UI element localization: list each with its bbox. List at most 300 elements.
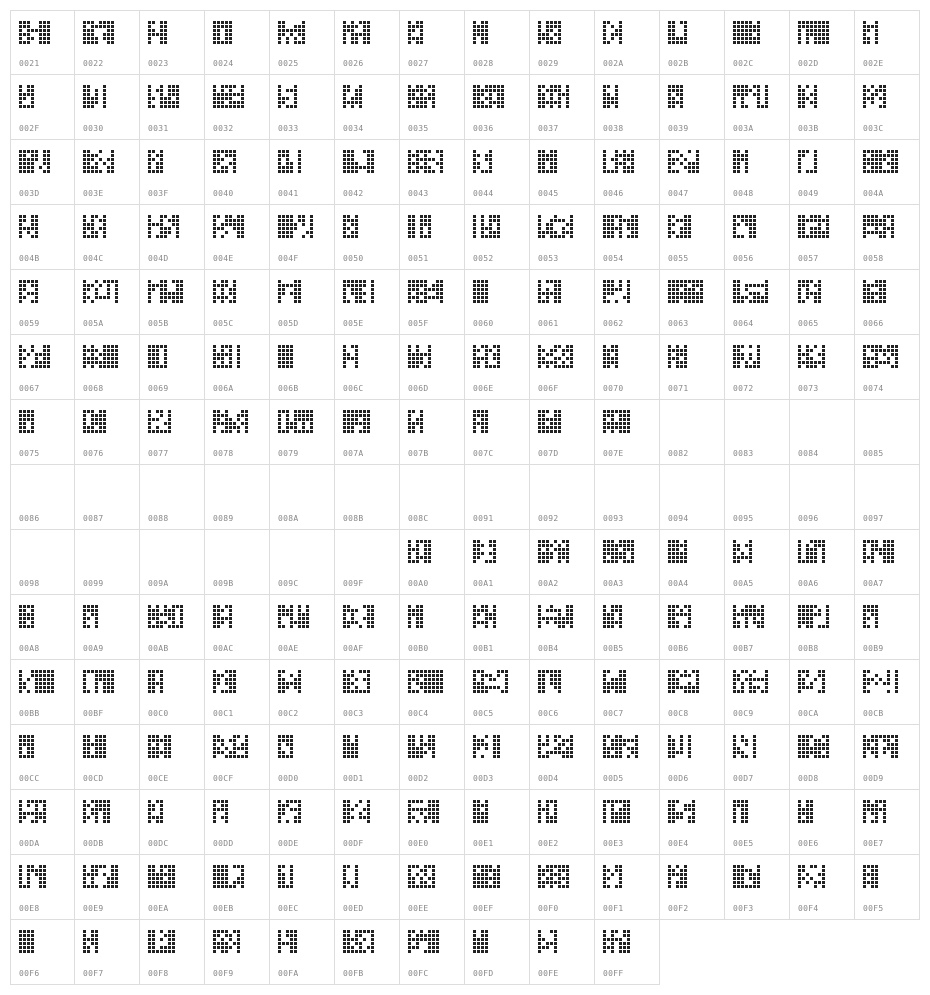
glyph-pixel bbox=[542, 33, 545, 36]
glyph-pixel bbox=[615, 349, 618, 352]
glyph-pixel bbox=[168, 613, 171, 616]
glyph-pixel bbox=[749, 682, 752, 685]
glyph-cell bbox=[855, 725, 920, 790]
glyph-pixel bbox=[810, 747, 813, 750]
glyph-pixel bbox=[351, 621, 354, 624]
glyph-pixel bbox=[43, 361, 46, 364]
glyph-pixel bbox=[745, 739, 748, 742]
glyph-pixel bbox=[302, 219, 305, 222]
glyph-pixel bbox=[619, 747, 622, 750]
codepoint-label: 00D3 bbox=[473, 774, 494, 783]
glyph-pixel bbox=[23, 227, 26, 230]
glyph-pixel bbox=[172, 621, 175, 624]
codepoint-label: 00AC bbox=[213, 644, 234, 653]
glyph-pixel bbox=[152, 751, 155, 754]
glyph-pixel bbox=[818, 288, 821, 291]
glyph-pixel bbox=[607, 284, 610, 287]
codepoint-label: 004D bbox=[148, 254, 169, 263]
glyph-pixel bbox=[554, 231, 557, 234]
glyph-pixel bbox=[538, 544, 541, 547]
glyph-pixel bbox=[19, 89, 22, 92]
codepoint-label: 0089 bbox=[213, 514, 234, 523]
glyph-pixel bbox=[603, 540, 606, 543]
glyph-pixel bbox=[619, 21, 622, 24]
glyph-pixel bbox=[814, 170, 817, 173]
codepoint-label: 008A bbox=[278, 514, 299, 523]
glyph-pixel bbox=[355, 690, 358, 693]
glyph-pixel bbox=[806, 29, 809, 32]
glyph-pixel bbox=[172, 280, 175, 283]
glyph-pixel bbox=[887, 361, 890, 364]
glyph-pixel bbox=[152, 747, 155, 750]
glyph-pixel bbox=[416, 625, 419, 628]
glyph-pixel bbox=[668, 235, 671, 238]
glyph-pixel bbox=[416, 678, 419, 681]
glyph-pixel bbox=[485, 33, 488, 36]
glyph-pixel bbox=[363, 617, 366, 620]
glyph-pixel bbox=[355, 89, 358, 92]
glyph-pixel bbox=[160, 300, 163, 303]
glyph-cell bbox=[725, 595, 790, 660]
glyph-pixel bbox=[51, 670, 54, 673]
glyph-pixel bbox=[278, 93, 281, 96]
glyph-pixel bbox=[879, 105, 882, 108]
glyph-pixel bbox=[554, 414, 557, 417]
glyph-pixel bbox=[436, 820, 439, 823]
glyph-pixel bbox=[481, 284, 484, 287]
glyph-pixel bbox=[611, 101, 614, 104]
glyph-pixel bbox=[241, 227, 244, 230]
glyph-pixel bbox=[672, 288, 675, 291]
glyph-pixel bbox=[818, 227, 821, 230]
glyph-pixel bbox=[875, 150, 878, 153]
glyph-pixel bbox=[416, 418, 419, 421]
glyph-pixel bbox=[31, 625, 34, 628]
glyph-pixel bbox=[298, 41, 301, 44]
glyph-pixel bbox=[538, 361, 541, 364]
glyph-pixel bbox=[619, 625, 622, 628]
glyph-pixel bbox=[343, 21, 346, 24]
glyph-pixel bbox=[607, 422, 610, 425]
glyph-pixel bbox=[489, 89, 492, 92]
glyph-pixel bbox=[611, 426, 614, 429]
glyph-pixel bbox=[485, 21, 488, 24]
glyph-pixel bbox=[489, 686, 492, 689]
glyph-cell bbox=[595, 270, 660, 335]
glyph-pixel bbox=[83, 739, 86, 742]
glyph-pixel bbox=[891, 365, 894, 368]
glyph-pixel bbox=[485, 349, 488, 352]
glyph-bitmap bbox=[148, 150, 196, 176]
glyph-pixel bbox=[680, 674, 683, 677]
glyph-pixel bbox=[91, 418, 94, 421]
glyph-pixel bbox=[213, 105, 216, 108]
glyph-pixel bbox=[19, 105, 22, 108]
glyph-pixel bbox=[603, 686, 606, 689]
glyph-bitmap bbox=[668, 150, 716, 176]
glyph-pixel bbox=[737, 349, 740, 352]
glyph-pixel bbox=[477, 410, 480, 413]
glyph-pixel bbox=[428, 296, 431, 299]
glyph-pixel bbox=[420, 158, 423, 161]
glyph-pixel bbox=[733, 670, 736, 673]
glyph-pixel bbox=[627, 430, 630, 433]
glyph-pixel bbox=[107, 357, 110, 360]
glyph-pixel bbox=[160, 410, 163, 413]
glyph-pixel bbox=[562, 743, 565, 746]
glyph-pixel bbox=[802, 215, 805, 218]
glyph-pixel bbox=[298, 215, 301, 218]
glyph-pixel bbox=[871, 292, 874, 295]
codepoint-label: 0057 bbox=[798, 254, 819, 263]
glyph-pixel bbox=[278, 357, 281, 360]
glyph-bitmap bbox=[603, 21, 651, 47]
glyph-pixel bbox=[83, 162, 86, 165]
glyph-pixel bbox=[810, 625, 813, 628]
glyph-pixel bbox=[160, 365, 163, 368]
glyph-pixel bbox=[436, 804, 439, 807]
glyph-pixel bbox=[416, 820, 419, 823]
glyph-pixel bbox=[111, 150, 114, 153]
glyph-pixel bbox=[879, 235, 882, 238]
glyph-pixel bbox=[436, 162, 439, 165]
glyph-pixel bbox=[111, 33, 114, 36]
glyph-bitmap bbox=[473, 735, 521, 761]
glyph-pixel bbox=[558, 101, 561, 104]
glyph-pixel bbox=[611, 621, 614, 624]
glyph-pixel bbox=[562, 365, 565, 368]
glyph-pixel bbox=[826, 29, 829, 32]
glyph-pixel bbox=[27, 613, 30, 616]
glyph-pixel bbox=[737, 85, 740, 88]
glyph-pixel bbox=[428, 690, 431, 693]
glyph-pixel bbox=[489, 540, 492, 543]
glyph-pixel bbox=[538, 29, 541, 32]
glyph-pixel bbox=[412, 410, 415, 413]
glyph-pixel bbox=[566, 560, 569, 563]
glyph-pixel bbox=[871, 162, 874, 165]
glyph-pixel bbox=[822, 353, 825, 356]
codepoint-label: 007A bbox=[343, 449, 364, 458]
glyph-pixel bbox=[879, 292, 882, 295]
glyph-pixel bbox=[152, 674, 155, 677]
glyph-pixel bbox=[440, 158, 443, 161]
codepoint-label: 00C8 bbox=[668, 709, 689, 718]
glyph-pixel bbox=[19, 154, 22, 157]
glyph-pixel bbox=[343, 747, 346, 750]
glyph-pixel bbox=[233, 674, 236, 677]
glyph-bitmap bbox=[538, 85, 586, 111]
glyph-pixel bbox=[871, 219, 874, 222]
glyph-pixel bbox=[810, 621, 813, 624]
glyph-pixel bbox=[867, 605, 870, 608]
glyph-pixel bbox=[562, 548, 565, 551]
glyph-pixel bbox=[83, 25, 86, 28]
glyph-pixel bbox=[603, 739, 606, 742]
glyph-pixel bbox=[867, 25, 870, 28]
glyph-pixel bbox=[371, 621, 374, 624]
glyph-pixel bbox=[367, 21, 370, 24]
glyph-pixel bbox=[753, 284, 756, 287]
glyph-pixel bbox=[355, 162, 358, 165]
glyph-pixel bbox=[668, 755, 671, 758]
glyph-pixel bbox=[668, 223, 671, 226]
glyph-pixel bbox=[615, 357, 618, 360]
glyph-pixel bbox=[156, 223, 159, 226]
glyph-pixel bbox=[363, 284, 366, 287]
glyph-cell bbox=[400, 335, 465, 400]
glyph-pixel bbox=[310, 418, 313, 421]
glyph-pixel bbox=[473, 747, 476, 750]
glyph-pixel bbox=[538, 227, 541, 230]
glyph-pixel bbox=[607, 670, 610, 673]
glyph-pixel bbox=[814, 41, 817, 44]
glyph-pixel bbox=[164, 231, 167, 234]
glyph-pixel bbox=[23, 365, 26, 368]
glyph-pixel bbox=[164, 357, 167, 360]
glyph-pixel bbox=[351, 426, 354, 429]
glyph-pixel bbox=[879, 361, 882, 364]
glyph-pixel bbox=[570, 617, 573, 620]
glyph-pixel bbox=[688, 219, 691, 222]
glyph-pixel bbox=[286, 686, 289, 689]
glyph-pixel bbox=[473, 25, 476, 28]
glyph-pixel bbox=[408, 751, 411, 754]
glyph-pixel bbox=[408, 150, 411, 153]
glyph-pixel bbox=[371, 280, 374, 283]
glyph-pixel bbox=[436, 296, 439, 299]
glyph-pixel bbox=[668, 739, 671, 742]
glyph-pixel bbox=[19, 739, 22, 742]
glyph-pixel bbox=[631, 751, 634, 754]
glyph-bitmap bbox=[19, 670, 67, 696]
glyph-pixel bbox=[229, 154, 232, 157]
glyph-pixel bbox=[485, 292, 488, 295]
glyph-pixel bbox=[481, 544, 484, 547]
glyph-pixel bbox=[347, 25, 350, 28]
glyph-pixel bbox=[554, 280, 557, 283]
codepoint-label: 007E bbox=[603, 449, 624, 458]
glyph-pixel bbox=[290, 162, 293, 165]
glyph-cell bbox=[140, 530, 205, 595]
glyph-pixel bbox=[343, 223, 346, 226]
glyph-pixel bbox=[290, 682, 293, 685]
glyph-pixel bbox=[737, 751, 740, 754]
glyph-pixel bbox=[615, 426, 618, 429]
glyph-bitmap bbox=[733, 215, 781, 241]
glyph-pixel bbox=[148, 674, 151, 677]
glyph-pixel bbox=[416, 105, 419, 108]
glyph-pixel bbox=[35, 365, 38, 368]
glyph-pixel bbox=[810, 613, 813, 616]
glyph-pixel bbox=[213, 690, 216, 693]
glyph-pixel bbox=[168, 418, 171, 421]
glyph-pixel bbox=[35, 357, 38, 360]
glyph-pixel bbox=[371, 154, 374, 157]
glyph-pixel bbox=[164, 101, 167, 104]
glyph-bitmap bbox=[603, 410, 651, 436]
glyph-pixel bbox=[302, 21, 305, 24]
glyph-pixel bbox=[806, 296, 809, 299]
glyph-bitmap bbox=[538, 410, 586, 436]
glyph-pixel bbox=[550, 219, 553, 222]
glyph-pixel bbox=[355, 345, 358, 348]
codepoint-label: 00C1 bbox=[213, 709, 234, 718]
glyph-pixel bbox=[152, 345, 155, 348]
glyph-pixel bbox=[871, 552, 874, 555]
glyph-pixel bbox=[363, 422, 366, 425]
glyph-pixel bbox=[680, 85, 683, 88]
glyph-pixel bbox=[473, 820, 476, 823]
glyph-pixel bbox=[241, 231, 244, 234]
glyph-pixel bbox=[412, 89, 415, 92]
glyph-pixel bbox=[798, 678, 801, 681]
glyph-pixel bbox=[278, 361, 281, 364]
glyph-pixel bbox=[607, 617, 610, 620]
glyph-pixel bbox=[753, 670, 756, 673]
glyph-pixel bbox=[217, 227, 220, 230]
glyph-pixel bbox=[160, 678, 163, 681]
glyph-pixel bbox=[481, 25, 484, 28]
glyph-pixel bbox=[233, 670, 236, 673]
glyph-pixel bbox=[103, 414, 106, 417]
glyph-pixel bbox=[688, 605, 691, 608]
glyph-cell bbox=[530, 725, 595, 790]
glyph-pixel bbox=[822, 235, 825, 238]
glyph-pixel bbox=[798, 280, 801, 283]
glyph-pixel bbox=[761, 284, 764, 287]
glyph-bitmap bbox=[213, 345, 261, 371]
codepoint-label: 00B5 bbox=[603, 644, 624, 653]
glyph-pixel bbox=[424, 235, 427, 238]
glyph-bitmap bbox=[19, 800, 67, 826]
glyph-pixel bbox=[343, 743, 346, 746]
glyph-pixel bbox=[538, 231, 541, 234]
glyph-pixel bbox=[737, 353, 740, 356]
glyph-pixel bbox=[749, 605, 752, 608]
glyph-pixel bbox=[570, 223, 573, 226]
glyph-pixel bbox=[282, 613, 285, 616]
glyph-pixel bbox=[107, 21, 110, 24]
glyph-pixel bbox=[806, 170, 809, 173]
glyph-pixel bbox=[440, 288, 443, 291]
glyph-pixel bbox=[733, 609, 736, 612]
glyph-pixel bbox=[115, 345, 118, 348]
glyph-pixel bbox=[286, 89, 289, 92]
glyph-pixel bbox=[428, 739, 431, 742]
glyph-pixel bbox=[473, 170, 476, 173]
glyph-pixel bbox=[19, 25, 22, 28]
codepoint-label: 0030 bbox=[83, 124, 104, 133]
glyph-pixel bbox=[107, 288, 110, 291]
glyph-pixel bbox=[818, 37, 821, 40]
glyph-pixel bbox=[818, 609, 821, 612]
glyph-pixel bbox=[343, 231, 346, 234]
glyph-pixel bbox=[676, 280, 679, 283]
glyph-pixel bbox=[542, 426, 545, 429]
glyph-pixel bbox=[481, 41, 484, 44]
glyph-pixel bbox=[895, 678, 898, 681]
glyph-pixel bbox=[765, 85, 768, 88]
glyph-pixel bbox=[753, 227, 756, 230]
glyph-pixel bbox=[420, 682, 423, 685]
glyph-pixel bbox=[424, 365, 427, 368]
glyph-cell bbox=[660, 140, 725, 205]
codepoint-label: 00DB bbox=[83, 839, 104, 848]
glyph-cell bbox=[75, 595, 140, 660]
glyph-pixel bbox=[822, 33, 825, 36]
glyph-pixel bbox=[51, 682, 54, 685]
glyph-pixel bbox=[412, 227, 415, 230]
glyph-pixel bbox=[160, 296, 163, 299]
glyph-pixel bbox=[160, 223, 163, 226]
glyph-pixel bbox=[550, 349, 553, 352]
glyph-pixel bbox=[83, 97, 86, 100]
codepoint-label: 00B7 bbox=[733, 644, 754, 653]
glyph-pixel bbox=[615, 158, 618, 161]
glyph-pixel bbox=[895, 162, 898, 165]
glyph-pixel bbox=[367, 804, 370, 807]
glyph-pixel bbox=[351, 162, 354, 165]
glyph-pixel bbox=[351, 755, 354, 758]
glyph-pixel bbox=[668, 33, 671, 36]
glyph-pixel bbox=[757, 93, 760, 96]
glyph-pixel bbox=[631, 747, 634, 750]
glyph-pixel bbox=[798, 288, 801, 291]
glyph-pixel bbox=[298, 621, 301, 624]
glyph-pixel bbox=[440, 682, 443, 685]
glyph-pixel bbox=[160, 25, 163, 28]
glyph-pixel bbox=[619, 605, 622, 608]
glyph-pixel bbox=[485, 357, 488, 360]
glyph-pixel bbox=[225, 154, 228, 157]
glyph-pixel bbox=[168, 89, 171, 92]
glyph-pixel bbox=[412, 426, 415, 429]
glyph-pixel bbox=[497, 219, 500, 222]
glyph-pixel bbox=[225, 105, 228, 108]
glyph-pixel bbox=[887, 345, 890, 348]
glyph-pixel bbox=[497, 101, 500, 104]
glyph-pixel bbox=[761, 690, 764, 693]
glyph-pixel bbox=[798, 361, 801, 364]
glyph-pixel bbox=[363, 430, 366, 433]
glyph-pixel bbox=[286, 804, 289, 807]
glyph-pixel bbox=[481, 410, 484, 413]
glyph-pixel bbox=[810, 280, 813, 283]
glyph-pixel bbox=[35, 678, 38, 681]
glyph-pixel bbox=[440, 686, 443, 689]
glyph-pixel bbox=[891, 235, 894, 238]
glyph-pixel bbox=[148, 816, 151, 819]
glyph-pixel bbox=[566, 365, 569, 368]
glyph-pixel bbox=[538, 288, 541, 291]
glyph-pixel bbox=[753, 85, 756, 88]
glyph-pixel bbox=[103, 430, 106, 433]
glyph-pixel bbox=[737, 625, 740, 628]
glyph-pixel bbox=[875, 280, 878, 283]
glyph-pixel bbox=[233, 93, 236, 96]
glyph-pixel bbox=[627, 154, 630, 157]
glyph-pixel bbox=[680, 89, 683, 92]
glyph-pixel bbox=[408, 735, 411, 738]
glyph-pixel bbox=[562, 625, 565, 628]
glyph-pixel bbox=[489, 105, 492, 108]
glyph-pixel bbox=[745, 755, 748, 758]
glyph-bitmap bbox=[603, 540, 651, 566]
glyph-pixel bbox=[753, 219, 756, 222]
glyph-pixel bbox=[286, 284, 289, 287]
glyph-pixel bbox=[359, 816, 362, 819]
